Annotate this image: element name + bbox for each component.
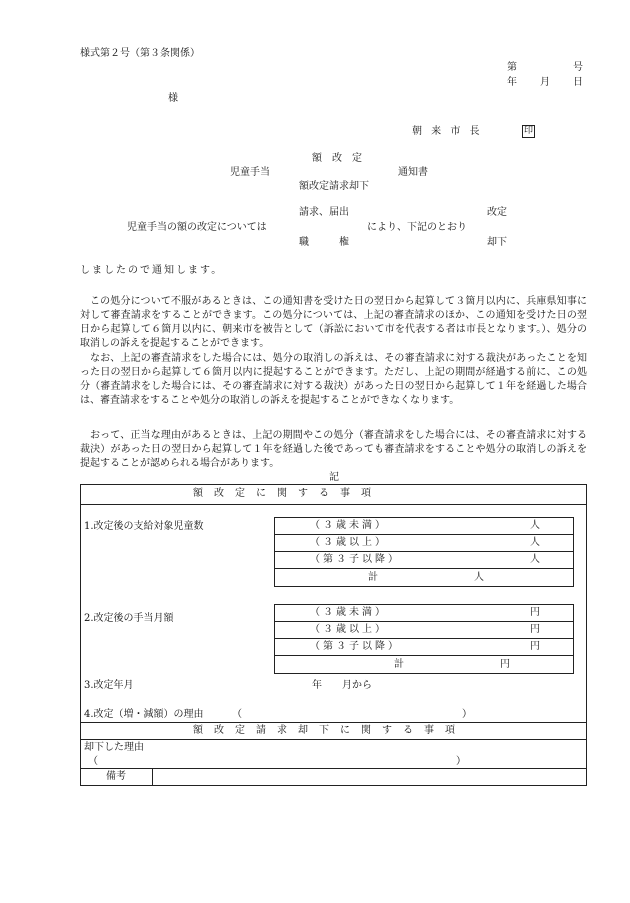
paragraph-lawsuit: なお、上記の審査請求をした場合には、処分の取消しの訴えは、その審査請求に対する裁決があったことを知った日の翌日から起算して６箇月以内に提起することができます。ただし、上記の期間が経過する前に、この処分（審査請求をした場合には、その審査請求に対する裁決）があった日の翌日から起算して１年を経過した場合は、審査請求をすることや処分の取消しの訴えを提起することができなくなります。 xyxy=(80,353,587,406)
paragraph-exception: おって、正当な理由があるときは、上記の期間やこの処分（審査請求をした場合には、その審査請求に対する裁決）があった日の翌日から起算して１年を経過した後であっても審査請求をすることや処分の取消しの訴えを提起することが認められる場合があります。 xyxy=(80,430,587,469)
reject-open-paren: （ xyxy=(88,756,98,767)
issuer-name: 朝 来 市 長 xyxy=(412,126,483,137)
reason-close-paren: ） xyxy=(462,709,472,720)
title-bottom: 額改定請求却下 xyxy=(299,181,369,192)
item3-label: 3.改定年月 xyxy=(84,680,134,691)
amount-row-label: （第３子以降） xyxy=(310,641,401,652)
divider xyxy=(274,551,574,552)
title-right: 通知書 xyxy=(398,167,428,178)
reason-bottom: 職 権 xyxy=(299,237,349,248)
count-row-unit: 人 xyxy=(530,554,540,565)
count-row-unit: 人 xyxy=(530,520,540,531)
amount-total-label: 計 xyxy=(394,659,404,670)
doc-number-dai: 第 xyxy=(507,62,517,73)
title-left: 児童手当 xyxy=(230,167,270,178)
amount-row-label: （３歳以上） xyxy=(310,624,388,635)
reason-open-paren: （ xyxy=(232,709,242,720)
form-label: 様式第２号（第３条関係） xyxy=(80,48,200,59)
divider xyxy=(152,768,153,785)
amount-total-unit: 円 xyxy=(500,659,510,670)
reject-close-paren: ） xyxy=(456,756,466,767)
count-total-unit: 人 xyxy=(474,572,484,583)
divider xyxy=(274,655,574,656)
title-top: 額 改 定 xyxy=(312,153,362,164)
amount-row-label: （３歳未満） xyxy=(310,607,388,618)
divider xyxy=(80,739,587,740)
count-row-label: （第３子以降） xyxy=(310,554,401,565)
action-bottom: 却下 xyxy=(487,237,507,248)
action-top: 改定 xyxy=(487,207,507,218)
seal-mark: 印 xyxy=(523,126,533,136)
count-row-label: （３歳未満） xyxy=(310,520,388,531)
amount-row-unit: 円 xyxy=(530,624,540,635)
amount-row-unit: 円 xyxy=(530,641,540,652)
reject-reason-label: 却下した理由 xyxy=(84,742,144,753)
paragraph-appeal: この処分について不服があるときは、この通知書を受けた日の翌日から起算して３箇月以内に、兵庫県知事に対して審査請求をすることができます。この処分については、上記の審査請求のほか、この通知を受けた日の翌日から起算して６箇月以内に、朝来市を被告として（訴訟において市を代表する者は市長となります。）、処分の取消しの訴えを提起することができます。 xyxy=(80,296,587,349)
body-left: 児童手当の額の改定については xyxy=(127,222,267,233)
date-day: 日 xyxy=(573,77,583,88)
divider xyxy=(274,621,574,622)
section-header-reject: 額改定請求却下に関する事項 xyxy=(193,725,466,736)
divider xyxy=(274,534,574,535)
effective-month: 年 月から xyxy=(312,680,372,691)
count-total-label: 計 xyxy=(368,572,378,583)
date-month: 月 xyxy=(540,77,550,88)
reason-top: 請求、届出 xyxy=(299,207,349,218)
section-header-change: 額改定に関する事項 xyxy=(193,488,382,499)
divider xyxy=(80,722,587,723)
body-middle: により、下記のとおり xyxy=(367,222,467,233)
remarks-label: 備考 xyxy=(106,771,126,782)
divider xyxy=(274,638,574,639)
doc-number-go: 号 xyxy=(573,62,583,73)
item4-label: 4.改定（増・減額）の理由 xyxy=(84,709,204,720)
addressee-suffix: 様 xyxy=(168,93,178,104)
divider xyxy=(80,504,587,505)
amount-row-unit: 円 xyxy=(530,607,540,618)
notice-line: しましたので通知します。 xyxy=(80,265,224,276)
ki-heading: 記 xyxy=(329,472,339,483)
item2-label: 2.改定後の手当月額 xyxy=(84,613,174,624)
item1-label: 1.改定後の支給対象児童数 xyxy=(84,521,204,532)
count-row-label: （３歳以上） xyxy=(310,537,388,548)
divider xyxy=(274,568,574,569)
count-row-unit: 人 xyxy=(530,537,540,548)
divider xyxy=(80,768,587,769)
date-year: 年 xyxy=(507,77,517,88)
